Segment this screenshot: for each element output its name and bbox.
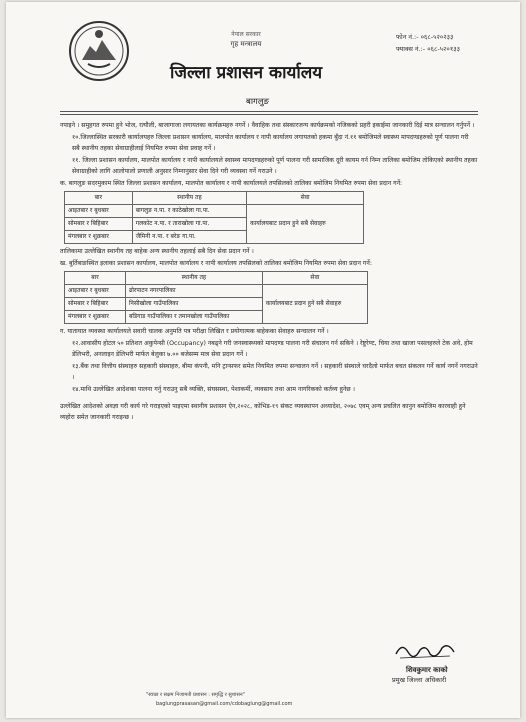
- table-cell-local-level: जैमिनी न.पा. र बरेङ गा.पा.: [132, 231, 246, 244]
- signature-icon: [392, 638, 462, 662]
- table-cell-service: कार्यालयबाट प्रदान हुने सबै सेवाहरु: [247, 205, 364, 244]
- paragraph-10: १०.जिल्लास्थित सरकारी कार्यालयहरु जिल्ला प्रशासन कार्यालय, मालपोत कार्यालय र नापी कार्यालय लगायतको हकमा बुँदा नं.११ बमोजिमले स्वास्थ्य मापदण्डहरुको पूर्ण पालना गरी सबै स्थानीय तहका सेवाग्राहीलाई नियमित रुपमा सेवा प्रवाह गर्ने ।: [72, 134, 469, 152]
- table-row: [65, 205, 364, 218]
- signature-block: [386, 638, 496, 684]
- table-cell-day: मंगलबार र शुक्रबार: [65, 311, 126, 324]
- table-cell-day: आइतबार र बुधबार: [65, 285, 126, 298]
- table-header-local-level: स्थानीय तह: [125, 272, 262, 285]
- fax-number: फ्याक्स नं.:- ०६८-५२०१३३: [396, 45, 460, 53]
- schedule-table-baglung: [64, 191, 364, 244]
- government-emblem-icon: [68, 20, 130, 82]
- office-title: जिल्ला प्रशासन कार्यालय: [170, 63, 323, 83]
- header-divider-2: [60, 114, 478, 115]
- table-cell-day: आइतबार र बुधबार: [65, 205, 133, 218]
- table-cell-local-level: ढोरपाटन नगरपालिका: [125, 285, 262, 298]
- closing-paragraph: उल्लेखित आदेशको अवज्ञा गरी कार्य गरे गराइएको पाइएमा स्थानीय प्रशासन ऐन,२०२८, कोभिड-१९ संकट व्यवस्थापन अध्यादेश, २०७८ एवम् अन्य प्रचलित कानुन बमोजिम कारवाही हुने व्यहोरा समेत जानकारी गराइन्छ ।: [60, 403, 466, 421]
- table-cell-service: कार्यालयबाट प्रदान हुने सबै सेवाहरु: [262, 285, 367, 324]
- paragraph-11: ११. जिल्ला प्रशासन कार्यालय, मालपोत कार्यालय र नापी कार्यालयले स्वास्थ्य मापदण्डहरुको पूर्ण पालना गरी सामाजिक दूरी कायम गर्न निम्न तालिका बमोजिम तोकिएको स्थानीय तहका सेवाग्राहीको लागि आलोपालो प्रणाली अनुसार निम्नानुसार सेवा दिने गरी व्यवस्था गर्ने गराउने ।: [72, 157, 478, 175]
- table-header-day: बार: [65, 272, 126, 285]
- table-cell-local-level: निसीखोला गाउँपालिका: [125, 298, 262, 311]
- schedule-table-burtibang: [64, 271, 368, 324]
- paragraph-11c: ग. यातायात व्यवस्था कार्यालयले सवारी चालक अनुमति पत्र परीक्षा लिखित र प्रयोगात्मक बाहेकका सेवाहरु सन्चालन गर्ने ।: [60, 328, 329, 335]
- government-label: नेपाल सरकार: [231, 31, 261, 38]
- paragraph-intro: नपाइने । समुहगत रुपमा हुने भोज, रत्यौली, बाजागाजा लगायतका कार्यक्रमहरु नगर्ने । वैवाहिक तथा संस्कारजन्य कार्यक्रमको नजिकको प्रहरी इकाईमा जानकारी दिई मात्र सन्चालन गर्नुपर्ने ।: [60, 122, 475, 129]
- table-cell-day: सोमबार र बिहिबार: [65, 218, 133, 231]
- table-header-local-level: स्थानीय तह: [132, 192, 246, 205]
- paragraph-11a-note: तालिकामा उल्लेखित स्थानीय तह बाहेक अन्य स्थानीय तहलाई सबै दिन सेवा प्रदान गर्ने ।: [60, 248, 254, 255]
- notice-body: [60, 120, 478, 424]
- office-location: बागलुङ: [246, 97, 270, 107]
- table-cell-local-level: गलकोट न.पा. र ताराखोला गा.पा.: [132, 218, 246, 231]
- phone-number: फोन नं.:- ०६८-५२०२३३: [396, 33, 454, 41]
- footer-emails: baglungprasasan@gmail.com/cdobaglung@gmail.com: [156, 701, 293, 707]
- signatory-post: प्रमुख जिल्ला अधिकारी: [392, 676, 447, 684]
- table-header-service: सेवा: [262, 272, 367, 285]
- signatory-name: शिवकुमार काको: [406, 666, 448, 674]
- paragraph-11b: ख. बुर्तिबाङस्थित इलाका प्रशासन कार्यालय, मालपोत कार्यालय र नापी कार्यालय तपसिलको तालिका बमोजिम नियमित रुपमा सेवा प्रदान गर्ने:: [60, 260, 372, 267]
- table-header-day: बार: [65, 192, 133, 205]
- document-page: [6, 2, 520, 718]
- table-header-service: सेवा: [247, 192, 364, 205]
- header-divider: [60, 111, 478, 112]
- table-cell-day: मंगलबार र शुक्रबार: [65, 231, 133, 244]
- paragraph-13: १३.बैंक तथा वित्तीय संस्थाहरु सहकारी संस्थाहरु, बीमा कंपनी, मनि ट्रान्सफर समेत नियमित रुपमा सन्चालन गर्ने । सहकारी संस्थाले घरदैलो मार्फत बचत संकलन गर्ने कार्य नगर्ने नगराउने ।: [72, 363, 478, 381]
- ministry-label: गृह मन्त्रालय: [230, 40, 262, 48]
- table-row: [65, 285, 368, 298]
- table-cell-day: सोमबार र बिहिबार: [65, 298, 126, 311]
- paragraph-12: १२.आवासीय होटल ५० प्रतिशत अकुपेन्सी (Occupancy) नबढ्ने गरी जनस्वास्थ्यको मापदण्ड पालना गरी संचालन गर्न सकिने । रेष्टुरेण्ट, चिया तथा खाजा पसलहरुले टेक अवे, होम डेलिभरी, अनलाइन डेलिभरी मार्फत बेलुका ७.०० बजेसम्म मात्र सेवा प्रदान गर्ने ।: [72, 340, 473, 358]
- table-cell-local-level: बागलुङ न.पा. र काठेखोला गा.पा.: [132, 205, 246, 218]
- footer-slogan: "स्वच्छ र सक्षम निजामती प्रशासन : समृद्धि र सुशासन": [146, 692, 245, 698]
- paragraph-14: १४.माथि उल्लेखित आदेशका पालना गर्नु गराउनु सबै व्यक्ति, संघसस्था, पेशाकर्मी, व्यवसाय तथा आम नागरिकको कर्तव्य हुनेछ ।: [72, 386, 355, 393]
- table-cell-local-level: बडिगाड गाउँपालिका र तमानखोला गाउँपालिका: [125, 311, 262, 324]
- paragraph-11a: क. बागलुङ सदरमुकाम स्थित जिल्ला प्रशासन कार्यालय, मालपोत कार्यालय र नापी कार्यालयले तपसिलको तालिका बमोजिम नियमित रुपमा सेवा प्रदान गर्ने:: [60, 180, 403, 187]
